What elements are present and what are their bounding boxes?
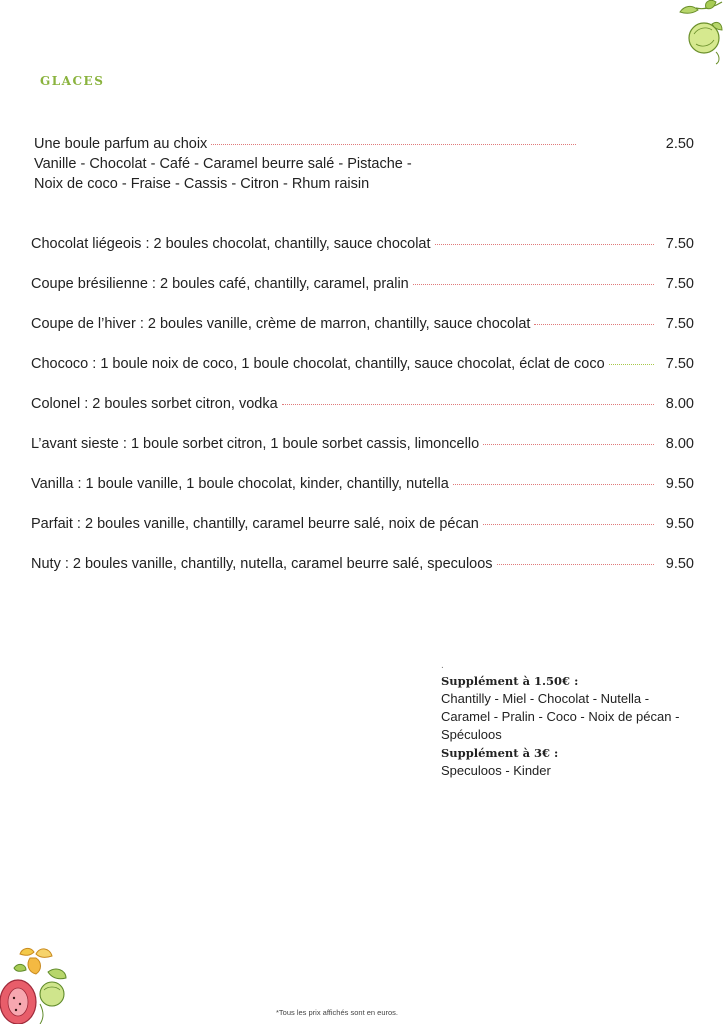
- item-label: Parfait : 2 boules vanille, chantilly, caramel beurre salé, noix de pécan: [31, 516, 479, 532]
- item-label: Coupe brésilienne : 2 boules café, chantilly, caramel, pralin: [31, 276, 409, 292]
- dotted-leader: [483, 443, 654, 445]
- item-price: 8.00: [665, 396, 694, 412]
- item-price: 7.50: [665, 276, 694, 292]
- menu-item: [31, 434, 694, 454]
- item-label: Coupe de l’hiver : 2 boules vanille, crème de marron, chantilly, sauce chocolat: [31, 316, 531, 332]
- dotted-leader: [483, 523, 654, 525]
- menu-item: [31, 394, 694, 414]
- flavor-line: Noix de coco - Fraise - Cassis - Citron - Rhum raisin: [34, 176, 370, 192]
- lime-branch-icon: [676, 0, 724, 66]
- supplement-heading: Supplément à 1.50€ :: [441, 674, 579, 688]
- dotted-leader: [211, 143, 576, 145]
- item-label: Vanilla : 1 boule vanille, 1 boule chocolat, kinder, chantilly, nutella: [31, 476, 449, 492]
- menu-item: [31, 354, 694, 374]
- menu-item-single-scoop: [34, 134, 694, 154]
- dotted-leader: [282, 403, 654, 405]
- item-label: L’avant sieste : 1 boule sorbet citron, 1 boule sorbet cassis, limoncello: [31, 436, 480, 452]
- item-price: 8.00: [665, 436, 694, 452]
- dotted-leader: [534, 323, 654, 325]
- supplements-dot: .: [441, 660, 444, 671]
- fruit-bouquet-icon: [0, 944, 76, 1024]
- dotted-leader: [497, 563, 654, 565]
- item-label: Chocolat liégeois : 2 boules chocolat, chantilly, sauce chocolat: [31, 236, 431, 252]
- supplements-block: [441, 660, 711, 780]
- flavor-list: [34, 154, 412, 194]
- menu-item: [31, 274, 694, 294]
- item-price: 7.50: [665, 316, 694, 332]
- section-title: GLACES: [40, 74, 105, 88]
- menu-item: [31, 514, 694, 534]
- item-price: 9.50: [665, 476, 694, 492]
- price-footnote: *Tous les prix affichés sont en euros.: [276, 1008, 399, 1017]
- dotted-leader: [609, 363, 654, 365]
- item-label: Colonel : 2 boules sorbet citron, vodka: [31, 396, 278, 412]
- menu-item: [31, 474, 694, 494]
- item-price: 9.50: [665, 556, 694, 572]
- supplement-heading: Supplément à 3€ :: [441, 746, 559, 760]
- dotted-leader: [413, 283, 654, 285]
- menu-item: [31, 314, 694, 334]
- dotted-leader: [453, 483, 654, 485]
- dotted-leader: [435, 243, 654, 245]
- supplement-line: Spéculoos: [441, 727, 502, 742]
- item-price: 2.50: [665, 136, 694, 152]
- item-label: Une boule parfum au choix: [34, 136, 208, 152]
- item-label: Nuty : 2 boules vanille, chantilly, nutella, caramel beurre salé, speculoos: [31, 556, 493, 572]
- menu-item: [31, 234, 694, 254]
- item-price: 7.50: [665, 236, 694, 252]
- item-price: 7.50: [665, 356, 694, 372]
- item-label: Chococo : 1 boule noix de coco, 1 boule chocolat, chantilly, sauce chocolat, éclat de coco: [31, 356, 605, 372]
- supplement-line: Speculoos - Kinder: [441, 763, 551, 778]
- menu-item: [31, 554, 694, 574]
- flavor-line: Vanille - Chocolat - Café - Caramel beurre salé - Pistache -: [34, 156, 412, 172]
- supplement-line: Caramel - Pralin - Coco - Noix de pécan -: [441, 709, 680, 724]
- supplement-line: Chantilly - Miel - Chocolat - Nutella -: [441, 691, 650, 706]
- item-price: 9.50: [665, 516, 694, 532]
